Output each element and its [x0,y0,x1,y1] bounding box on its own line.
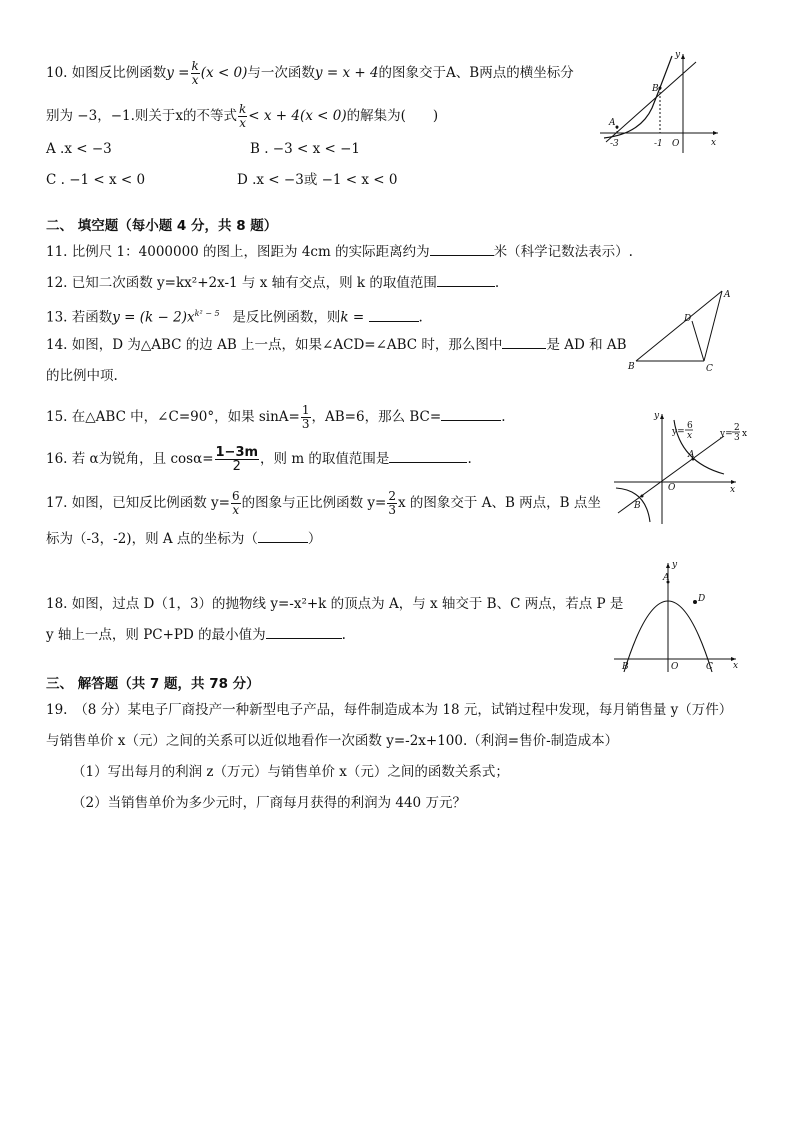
q10-line1: 10. 如图反比例函数y = $\frac{k}{x}$ (x < 0)与一次函数y = x + 4的图象交于A、B两点的横坐标分 [46,59,574,87]
fig10-tick-m1: -1 [654,139,663,149]
fig17-line-label-num: 2 [734,423,740,433]
fig17-line-label-x: x [742,429,748,439]
q19-part2: （2）当销售单价为多少元时，厂商每月获得的利润为 440 万元？ [72,795,466,811]
fig17-curve-label-den: x [687,431,693,441]
fig10-point-b: B [652,84,659,94]
q17-line1: 17. 如图，已知反比例函数 y= $\frac{6}{x}$ 的图象与正比例函数 y= $\frac{2}{3}$ x 的图象交于 A、B 两点，B 点坐 [46,489,601,517]
fig17-origin: O [668,483,676,493]
fig10-point-a: A [609,118,616,128]
section2-title: 二、 填空题（每小题 4 分，共 8 题） [46,218,278,234]
fig10-origin: O [672,139,680,149]
q14-line1: 14. 如图，D 为△ABC 的边 AB 上一点，如果∠ACD=∠ABC 时，那么图中 是 AD 和 AB [46,337,627,353]
q15: 15. 在△ABC 中，∠C=90°，如果 sinA= $\frac{1}{3}$ ，AB=6，那么 BC= . [46,403,506,431]
fig17-point-b: B [634,501,641,511]
q14-figure [628,285,738,375]
q10-figure [600,48,730,156]
fig18-x-label: x [733,661,739,671]
fig17-line-label-den: 3 [734,433,740,443]
fig10-x-label: x [711,138,717,148]
q17-figure [612,410,747,525]
fig18-point-c: C [706,662,713,672]
section3-title: 三、 解答题（共 7 题，共 78 分） [46,676,260,692]
q12: 12. 已知二次函数 y=kx²+2x-1 与 x 轴有交点，则 k 的取值范围 . [46,275,500,291]
q10-option-b: B . −3 < x < −1 [250,141,360,157]
q18-line2: y 轴上一点，则 PC+PD 的最小值为 . [46,627,346,643]
q16: 16. 若 α为锐角，且 cosα= $\frac{1-3m}{2}$ ，则 m 的取值范围是 . [46,445,472,474]
fig17-x-label: x [730,485,736,495]
q13: 13. 若函数$y = (k - 2)x^{k^2 - 5}$ 是反比例函数，则k = . [46,309,423,326]
q10-option-d: D .x < −3或 −1 < x < 0 [237,172,398,188]
q10-line2: 别为 −3，−1.则关于x的不等式 $\frac{k}{x}$ < x + 4(x < 0)的解集为( ) [46,102,439,130]
fig14-point-a: A [724,290,731,300]
fig17-point-a: A [688,450,695,460]
fig14-point-c: C [706,364,713,374]
fig18-point-a: A [663,573,670,583]
fig17-y-label: y [654,411,660,421]
fig18-point-b: B [622,662,629,672]
fig18-point-d: D [698,594,706,604]
fig10-y-label: y [675,50,681,60]
q19-line2: 与销售单价 x（元）之间的关系可以近似地看作一次函数 y=-2x+100.（利润=售价-制造成本） [46,733,619,749]
q18-line1: 18. 如图，过点 D（1，3）的抛物线 y=-x²+k 的顶点为 A，与 x 轴交于 B、C 两点，若点 P 是 [46,596,624,612]
fig14-point-b: B [628,362,635,372]
q19-part1: （1）写出每月的利润 z（万元）与销售单价 x（元）之间的函数关系式； [72,764,509,780]
q11: 11. 比例尺 1：4000000 的图上，图距为 4cm 的实际距离约为 米（科学记数法表示）. [46,244,633,260]
q14-line2: 的比例中项. [46,368,118,384]
fig18-origin: O [671,662,679,672]
fig18-y-label: y [672,560,678,570]
q10-option-c: C . −1 < x < 0 [46,172,146,188]
q19-line1: 19. （8 分）某电子厂商投产一种新型电子产品，每件制造成本为 18 元，试销过程中发现，每月销售量 y（万件） [46,702,733,718]
fig14-point-d: D [684,314,692,324]
fig17-curve-label-num: 6 [687,421,693,431]
q18-figure [612,560,747,675]
fig17-curve-label: y= [672,427,685,437]
q10-option-a: A .x < −3 [46,141,112,157]
fig10-tick-m3: -3 [610,139,619,149]
q17-line2: 标为（-3，-2)，则 A 点的坐标为（ ） [46,531,322,547]
fig17-line-label: y= [720,429,733,439]
